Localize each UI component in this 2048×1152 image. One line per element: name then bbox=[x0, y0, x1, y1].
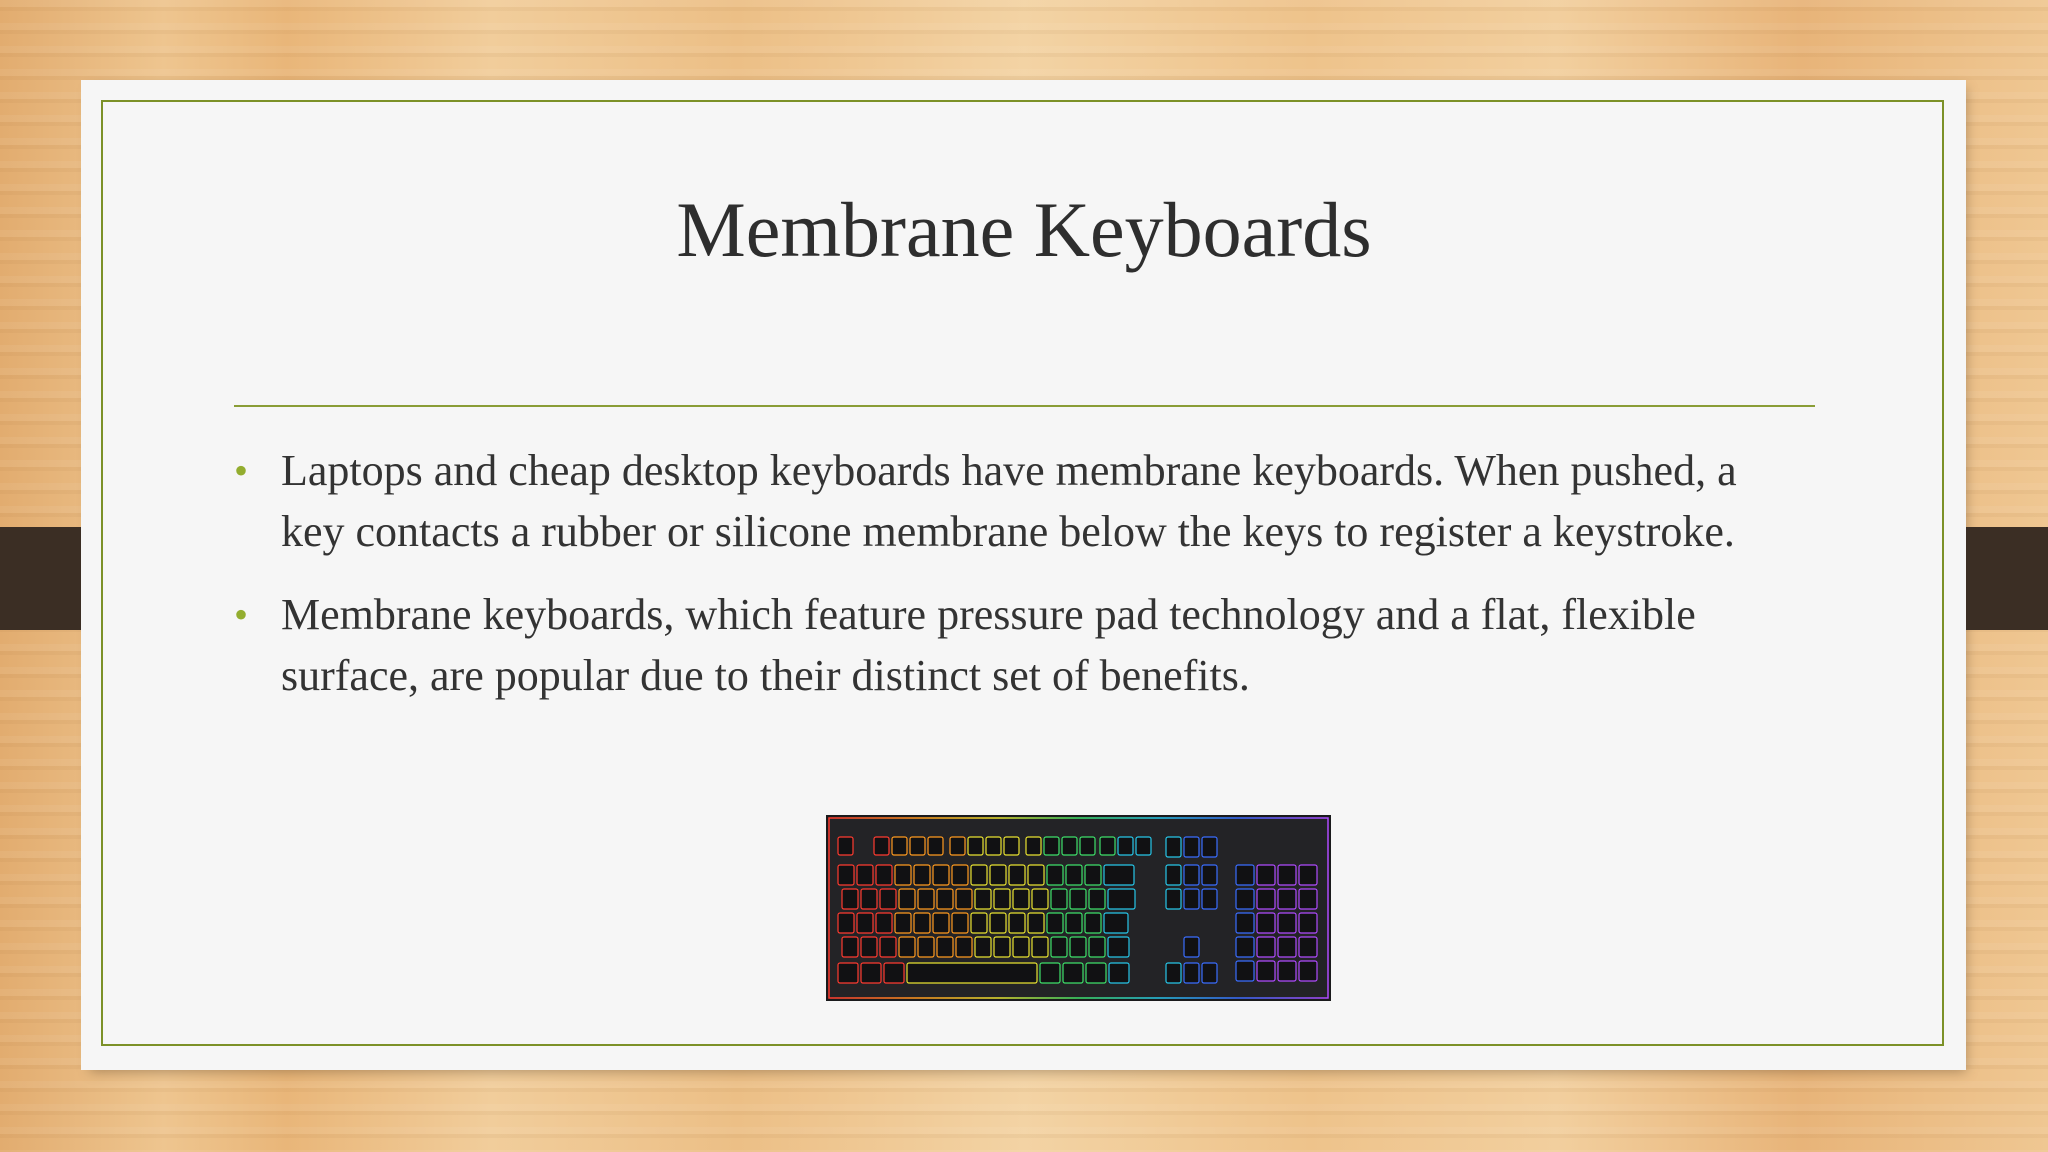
keyboard-key bbox=[1202, 963, 1217, 983]
keyboard-key bbox=[838, 837, 853, 855]
keyboard-key bbox=[842, 889, 858, 909]
keyboard-key bbox=[975, 937, 991, 957]
keyboard-key bbox=[1013, 889, 1029, 909]
keyboard-key bbox=[1070, 937, 1086, 957]
keyboard-key bbox=[1166, 837, 1181, 857]
keyboard-key bbox=[1236, 913, 1254, 933]
keyboard-key bbox=[1051, 889, 1067, 909]
keyboard-key bbox=[1118, 837, 1133, 855]
keyboard-key bbox=[975, 889, 991, 909]
keyboard-key bbox=[1236, 865, 1254, 885]
keyboard-key bbox=[990, 913, 1006, 933]
keyboard-key bbox=[968, 837, 983, 855]
keyboard-key bbox=[1085, 865, 1101, 885]
keyboard-key bbox=[1044, 837, 1059, 855]
keyboard-key bbox=[899, 937, 915, 957]
bullet-list bbox=[234, 440, 1764, 728]
keyboard-key bbox=[1028, 913, 1044, 933]
keyboard-key bbox=[1184, 963, 1199, 983]
keyboard-key bbox=[1040, 963, 1060, 983]
keyboard-key bbox=[1184, 865, 1199, 885]
keyboard-key bbox=[1047, 913, 1063, 933]
keyboard-key bbox=[1028, 865, 1044, 885]
keyboard-key bbox=[1202, 889, 1217, 909]
bullet-item bbox=[234, 440, 1764, 562]
keyboard-key bbox=[1278, 961, 1296, 981]
keyboard-key bbox=[895, 913, 911, 933]
keyboard-key bbox=[1013, 937, 1029, 957]
keyboard-key bbox=[952, 913, 968, 933]
keyboard-key bbox=[1299, 865, 1317, 885]
bullet-dot-icon: • bbox=[234, 592, 249, 637]
keyboard-key bbox=[914, 913, 930, 933]
title-divider bbox=[234, 405, 1815, 407]
bullet-text: Membrane keyboards, which feature pressure pad technology and a flat, flexible surface, are popular due to their distinct set of benefits. bbox=[281, 590, 1696, 700]
keyboard-key bbox=[1236, 937, 1254, 957]
keyboard-key bbox=[1257, 961, 1275, 981]
keyboard-key bbox=[1026, 837, 1041, 855]
keyboard-key bbox=[1009, 865, 1025, 885]
keyboard-key bbox=[884, 963, 904, 983]
keyboard-key bbox=[1278, 889, 1296, 909]
keyboard-key bbox=[1136, 837, 1151, 855]
keyboard-key bbox=[899, 889, 915, 909]
keyboard-key bbox=[1066, 865, 1082, 885]
keyboard-key bbox=[1299, 937, 1317, 957]
keyboard-key bbox=[1089, 937, 1105, 957]
keyboard-key bbox=[952, 865, 968, 885]
keyboard-key bbox=[1257, 937, 1275, 957]
keyboard-key bbox=[914, 865, 930, 885]
keyboard-key bbox=[892, 837, 907, 855]
keyboard-key bbox=[895, 865, 911, 885]
keyboard-key bbox=[928, 837, 943, 855]
keyboard-key bbox=[937, 889, 953, 909]
keyboard-key bbox=[1299, 913, 1317, 933]
keyboard-key bbox=[1166, 963, 1181, 983]
keyboard-key bbox=[1032, 937, 1048, 957]
keyboard-key bbox=[994, 889, 1010, 909]
keyboard-key bbox=[907, 963, 1037, 983]
keyboard-key bbox=[918, 937, 934, 957]
keyboard-key bbox=[1066, 913, 1082, 933]
keyboard-key bbox=[1202, 865, 1217, 885]
keyboard-key bbox=[1100, 837, 1115, 855]
keyboard-key bbox=[1202, 837, 1217, 857]
keyboard-key bbox=[1108, 937, 1129, 957]
keyboard-key bbox=[956, 937, 972, 957]
keyboard-key bbox=[1062, 837, 1077, 855]
keyboard-key bbox=[910, 837, 925, 855]
keyboard-key bbox=[990, 865, 1006, 885]
keyboard-key bbox=[1166, 889, 1181, 909]
keyboard-key bbox=[950, 837, 965, 855]
keyboard-key bbox=[1085, 913, 1101, 933]
keyboard-key bbox=[1051, 937, 1067, 957]
keyboard-key bbox=[1047, 865, 1063, 885]
keyboard-key bbox=[1184, 937, 1199, 957]
keyboard-key bbox=[1070, 889, 1086, 909]
keyboard-key bbox=[1299, 961, 1317, 981]
keyboard-key bbox=[918, 889, 934, 909]
keyboard-key bbox=[876, 865, 892, 885]
keyboard-key bbox=[1257, 913, 1275, 933]
keyboard-key bbox=[933, 865, 949, 885]
keyboard-key bbox=[1278, 913, 1296, 933]
keyboard-key bbox=[1236, 889, 1254, 909]
keyboard-image bbox=[826, 815, 1331, 1001]
keyboard-key bbox=[1104, 865, 1134, 885]
keyboard-key bbox=[1104, 913, 1128, 933]
keyboard-key bbox=[1236, 961, 1254, 981]
keyboard-key bbox=[971, 865, 987, 885]
keyboard-key bbox=[971, 913, 987, 933]
keyboard-key bbox=[1089, 889, 1105, 909]
keyboard-key bbox=[937, 937, 953, 957]
keyboard-key bbox=[842, 937, 858, 957]
keyboard-key bbox=[857, 865, 873, 885]
bullet-dot-icon: • bbox=[234, 448, 249, 493]
bullet-item bbox=[234, 584, 1764, 706]
keyboard-key bbox=[1184, 889, 1199, 909]
keyboard-key bbox=[1063, 963, 1083, 983]
keyboard-key bbox=[861, 937, 877, 957]
keyboard-key bbox=[1257, 865, 1275, 885]
keyboard-key bbox=[1109, 963, 1129, 983]
bullet-text: Laptops and cheap desktop keyboards have membrane keyboards. When pushed, a key contacts a rubber or silicone membrane below the keys to register a keystroke. bbox=[281, 446, 1737, 556]
keyboard-key bbox=[1299, 889, 1317, 909]
keyboard-key bbox=[876, 913, 892, 933]
keyboard-key bbox=[838, 913, 854, 933]
keyboard-key bbox=[1166, 865, 1181, 885]
keyboard-key bbox=[1278, 865, 1296, 885]
keyboard-key bbox=[880, 889, 896, 909]
keyboard-key bbox=[861, 889, 877, 909]
keyboard-key bbox=[857, 913, 873, 933]
keyboard-key bbox=[956, 889, 972, 909]
keyboard-key bbox=[1009, 913, 1025, 933]
keyboard-key bbox=[880, 937, 896, 957]
keyboard-key bbox=[838, 865, 854, 885]
keyboard-key bbox=[838, 963, 858, 983]
keyboard-key bbox=[861, 963, 881, 983]
keyboard-key bbox=[1278, 937, 1296, 957]
slide-title: Membrane Keyboards bbox=[676, 186, 1372, 273]
keyboard-key bbox=[1004, 837, 1019, 855]
keyboard-key bbox=[933, 913, 949, 933]
keyboard-key bbox=[1184, 837, 1199, 857]
keyboard-key bbox=[1080, 837, 1095, 855]
keyboard-key bbox=[1032, 889, 1048, 909]
keyboard-key bbox=[1257, 889, 1275, 909]
keyboard-key bbox=[874, 837, 889, 855]
keyboard-key bbox=[986, 837, 1001, 855]
keyboard-key bbox=[994, 937, 1010, 957]
keyboard-key bbox=[1108, 889, 1135, 909]
keyboard-key bbox=[1086, 963, 1106, 983]
